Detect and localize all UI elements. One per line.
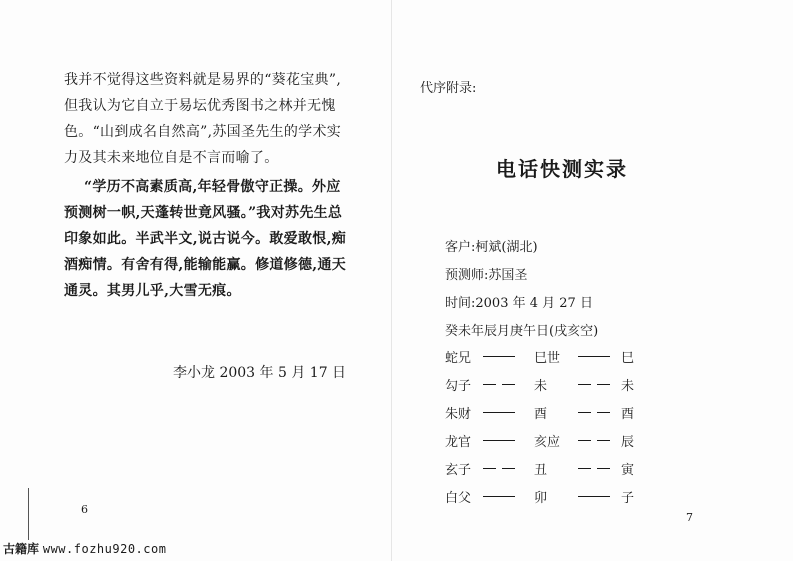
preface-label: 代序附录: [420, 81, 477, 96]
page-gutter [391, 0, 392, 561]
client-line: 客户:柯斌(湖北) [445, 240, 538, 255]
hexagram-row [445, 347, 645, 367]
solid-line-mark [578, 496, 610, 497]
time-line: 时间:2003 年 4 月 27 日 [445, 296, 593, 311]
changed-branch: 巳 [621, 351, 635, 366]
page-title: 电话快测实录 [496, 157, 628, 181]
site-url: www.fozhu920.com [42, 542, 167, 556]
paragraph1-line: 色。“山到成名自然高”,苏国圣先生的学术实 [64, 124, 342, 140]
solid-line-mark [483, 412, 515, 413]
line-branch-marker: 丑 [534, 463, 548, 478]
paragraph2-line: 预测树一帜,天蓬转世竟风骚。”我对苏先生总 [64, 205, 343, 221]
changed-branch: 子 [621, 491, 635, 506]
six-spirit-relation: 玄子 [445, 463, 472, 478]
paragraph1-line: 我并不觉得这些资料就是易界的“葵花宝典”, [64, 72, 342, 88]
changed-branch: 寅 [621, 463, 635, 478]
solid-line-mark [483, 496, 515, 497]
paragraph2-line: 通灵。其男儿乎,大雪无痕。 [64, 283, 241, 299]
line-branch-marker: 亥应 [534, 435, 561, 450]
changed-branch: 酉 [621, 407, 635, 422]
line-branch-marker: 未 [534, 379, 548, 394]
line-branch-marker: 卯 [534, 491, 548, 506]
ganzhi-line: 癸未年辰月庚午日(戌亥空) [445, 324, 599, 339]
six-spirit-relation: 蛇兄 [445, 351, 472, 366]
forecaster-line: 预测师:苏国圣 [445, 268, 528, 283]
site-watermark [3, 540, 166, 557]
page-number-right: 7 [686, 511, 693, 524]
hexagram-row [445, 459, 645, 479]
changed-branch: 辰 [621, 435, 635, 450]
changed-branch: 未 [621, 379, 635, 394]
paragraph2-line: 酒痴情。有舍有得,能输能赢。修道修德,通天 [64, 257, 347, 273]
solid-line-mark [578, 356, 610, 357]
six-spirit-relation: 白父 [445, 491, 472, 506]
six-spirit-relation: 朱财 [445, 407, 472, 422]
page-edge-mark [28, 488, 29, 540]
paragraph2-line: 印象如此。半武半文,说古说今。敢爱敢恨,痴 [64, 231, 347, 247]
paragraph1-line: 力及其未来地位自是不言而喻了。 [64, 150, 279, 166]
solid-line-mark [483, 440, 515, 441]
hexagram-row [445, 487, 645, 507]
paragraph1-line: 但我认为它自立于易坛优秀图书之林并无愧 [64, 98, 336, 114]
hexagram-row [445, 403, 645, 423]
site-brand: 古籍库 [3, 542, 40, 556]
paragraph2-line: “学历不高素质高,年轻骨傲守正操。外应 [84, 179, 341, 195]
signature-date: 李小龙 2003 年 5 月 17 日 [173, 365, 347, 381]
line-branch-marker: 酉 [534, 407, 548, 422]
hexagram-row [445, 431, 645, 451]
page-number-left: 6 [81, 503, 88, 516]
six-spirit-relation: 龙官 [445, 435, 472, 450]
hexagram-row [445, 375, 645, 395]
six-spirit-relation: 勾子 [445, 379, 472, 394]
line-branch-marker: 巳世 [534, 351, 561, 366]
solid-line-mark [483, 356, 515, 357]
